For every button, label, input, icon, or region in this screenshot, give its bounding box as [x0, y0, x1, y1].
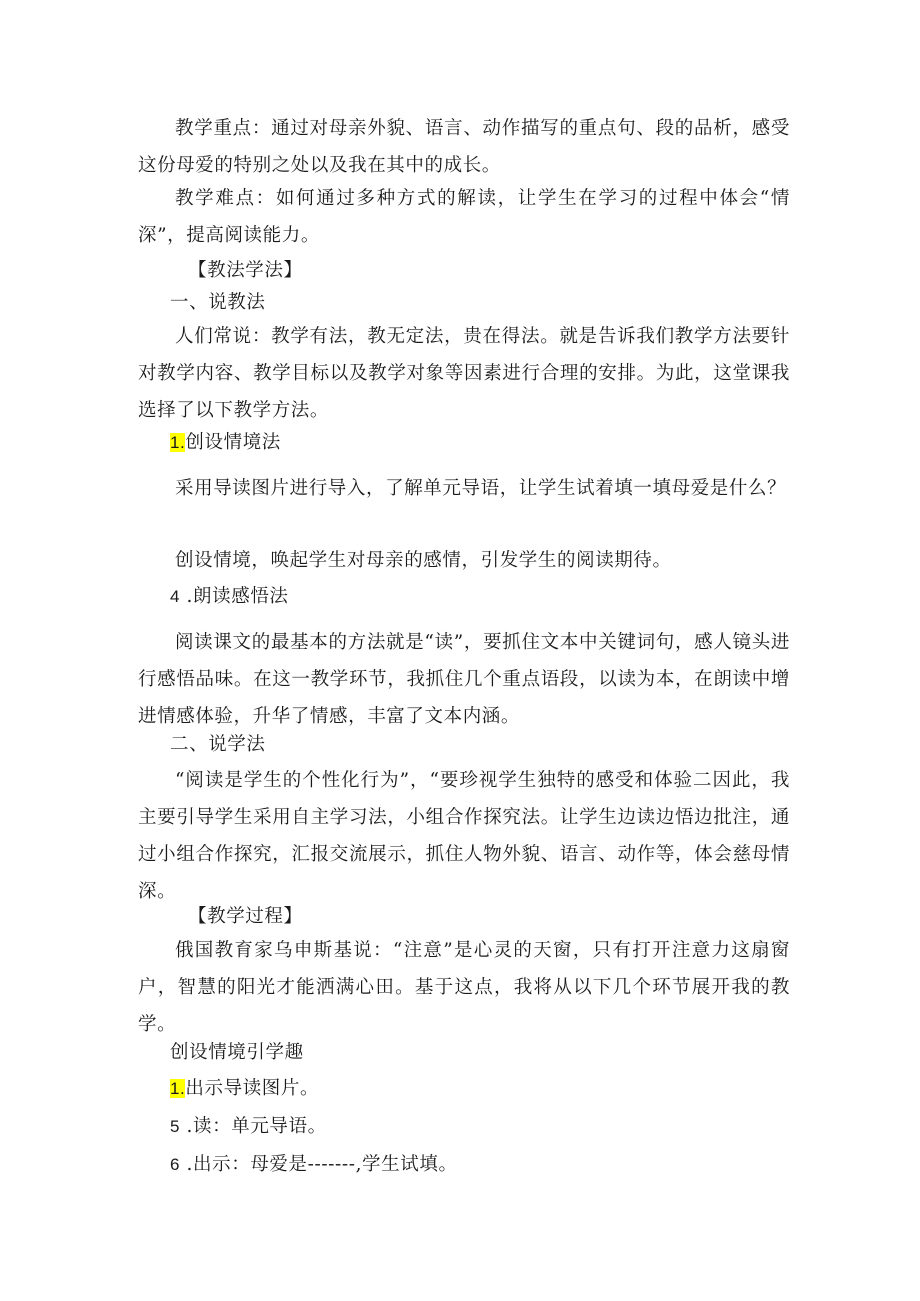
key-point-paragraph: 教学重点：通过对母亲外貌、语言、动作描写的重点句、段的品析，感受这份母爱的特别之处以及我在其中的成长。 [138, 118, 790, 176]
method2-number: 4 [170, 587, 181, 606]
process-intro-paragraph: 俄国教育家乌申斯基说：“注意”是心灵的天窗，只有打开注意力这扇窗户，智慧的阳光才能洒满心田。基于这点，我将从以下几个环节展开我的教学。 [138, 940, 790, 1035]
method1-label: 创设情境法 [185, 432, 281, 453]
step2-label: .读：单元导语。 [180, 1116, 327, 1137]
step3-line [170, 1146, 458, 1183]
method1-number: 1. [170, 433, 186, 452]
step3-label: .出示：母爱是-------,学生试填。 [180, 1154, 458, 1175]
teaching-methods-intro: 人们常说：教学有法，教无定法，贵在得法。就是告诉我们教学方法要针对教学内容、教学目标以及教学对象等因素进行合理的安排。为此，这堂课我选择了以下教学方法。 [138, 326, 790, 421]
step1-number: 1. [170, 1079, 186, 1098]
step3-number: 6 [170, 1155, 181, 1174]
section-heading-methods: 【教法学法】 [188, 260, 303, 281]
method2-heading [170, 578, 289, 615]
difficulty-paragraph: 教学难点：如何通过多种方式的解读，让学生在学习的过程中体会“情深”，提高阅读能力。 [138, 188, 790, 246]
method1-heading [170, 424, 281, 461]
step2-line [170, 1108, 327, 1145]
step1-label: 出示导读图片。 [185, 1078, 320, 1099]
learning-methods-heading: 二、说学法 [170, 734, 266, 755]
teaching-methods-heading: 一、说教法 [170, 292, 266, 313]
method2-paragraph: 阅读课文的最基本的方法就是“读”，要抓住文本中关键词句，感人镜头进行感悟品味。在这一教学环节，我抓住几个重点语段，以读为本，在朗读中增进情感体验，升华了情感，丰富了文本内涵。 [138, 632, 790, 727]
step1-line [170, 1070, 319, 1107]
learning-methods-paragraph: “阅读是学生的个性化行为”，“要珍视学生独特的感受和体验二因此，我主要引导学生采用自主学习法，小组合作探究法。让学生边读边悟边批注，通过小组合作探究，汇报交流展示，抓住人物外貌、语言、动作等，体会慈母情深。 [138, 770, 790, 902]
step2-number: 5 [170, 1117, 181, 1136]
method2-label: .朗读感悟法 [180, 586, 289, 607]
section-heading-process: 【教学过程】 [188, 906, 303, 927]
method1-paragraph-2: 创设情境，唤起学生对母亲的感情，引发学生的阅读期待。 [175, 550, 672, 571]
method1-paragraph-1: 采用导读图片进行导入，了解单元导语，让学生试着填一填母爱是什么？ [175, 478, 787, 499]
step-heading: 创设情境引学趣 [170, 1042, 304, 1063]
